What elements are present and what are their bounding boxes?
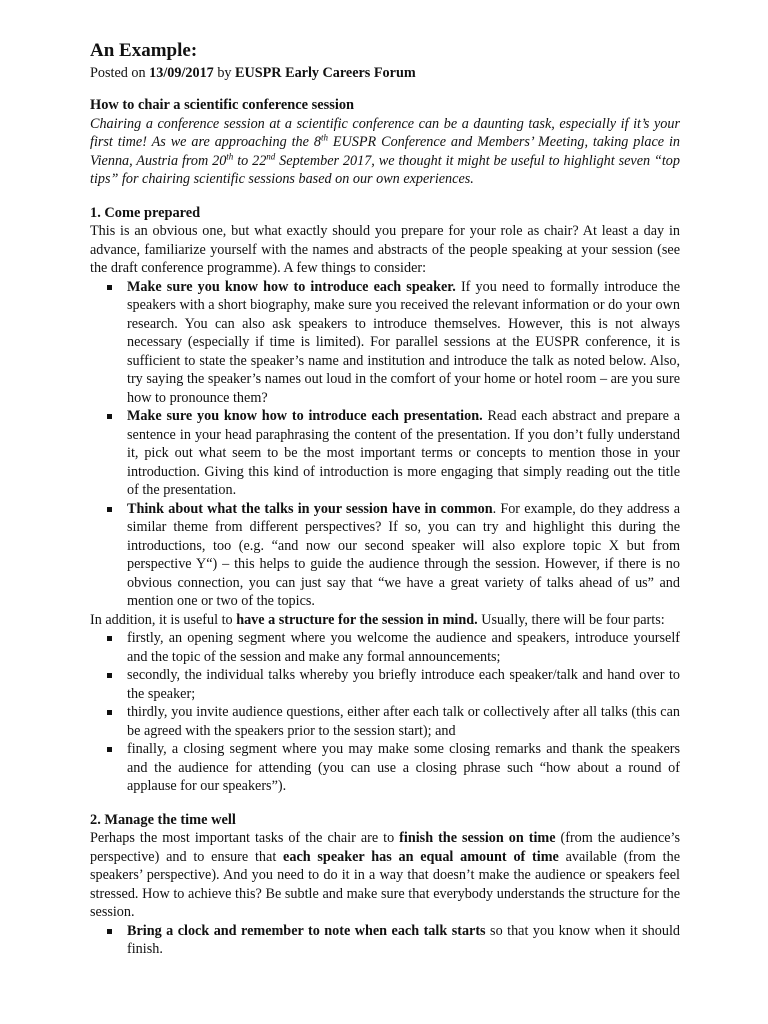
section1-bullet-list bbox=[90, 278, 680, 611]
bullet-bold: Make sure you know how to introduce each presentation. bbox=[127, 408, 483, 424]
intro-sup-1: th bbox=[320, 132, 328, 143]
section1-addition bbox=[90, 611, 680, 630]
list-item bbox=[127, 922, 680, 959]
list-item bbox=[127, 278, 680, 408]
section2-heading: 2. Manage the time well bbox=[90, 811, 236, 828]
bullet-bold: Bring a clock and remember to note when each talk starts bbox=[127, 922, 486, 939]
section1-heading: 1. Come prepared bbox=[90, 204, 201, 221]
list-item bbox=[127, 500, 680, 611]
intro-sup-3: nd bbox=[266, 150, 276, 161]
bullet-text: so that you know when it should finish. bbox=[127, 922, 680, 957]
bullet-bold: Make sure you know how to introduce each speaker. bbox=[127, 278, 456, 295]
bullet-text: . For example, do they address a similar theme from different perspectives? If so, you can try and highlight this during the introductions, too (e.g. “and now our second speaker will also explore topic X but from perspective Y“) – this helps to guide the audience through the session. However, if there is no obvious connection, you can just say that “we have a great variety of talks ahead of us” and mention one or two of the topics. bbox=[127, 500, 681, 609]
posted-line bbox=[90, 64, 680, 82]
section1-intro: This is an obvious one, but what exactly should you prepare for your role as chair? At least a day in advance, familiarize yourself with the names and abstracts of the people speaking at your session (see the draft conference programme). A few things to consider: bbox=[90, 223, 680, 276]
s2-bold-1: finish the session on time bbox=[399, 830, 556, 846]
list-item: secondly, the individual talks whereby you briefly introduce each speaker/talk and hand over to the speaker; bbox=[127, 667, 680, 702]
intro-part-3: to 22 bbox=[233, 152, 267, 169]
section2-paragraph bbox=[90, 829, 680, 922]
s2-part-3: available (from the speakers’ perspective). And you need to do it in a way that doesn’t make the audience or speakers feel stressed. How to achieve this? Be subtle and make sure that everybody understands the structure for the session. bbox=[90, 848, 680, 920]
s2-part-1: Perhaps the most important tasks of the chair are to bbox=[90, 830, 400, 846]
section2-bullet-list bbox=[90, 922, 680, 959]
bullet-text: Read each abstract and prepare a sentence in your head paraphrasing the content of the presentation. If you don’t fully understand it, pick out what seem to be the most important terms or concepts to mention those in your introduction. Giving this kind of introduction is more engaging that simply reading out the title of the presentation. bbox=[127, 408, 681, 498]
bullet-text: If you need to formally introduce the speakers with a short biography, make sure you received the relevant information or do your own research. You can also ask speakers to introduce themselves. However, this is not always necessary (especially if time is limited). For parallel sessions at the EUSPR conference, it is sufficient to state the speaker’s name and institution and introduce the talk as noted below. Also, try saying the speaker’s names out loud in the comfort of your home or hotel room – are you sure how to pronounce them? bbox=[127, 278, 680, 406]
posted-by: by bbox=[213, 65, 236, 81]
list-item: firstly, an opening segment where you welcome the audience and speakers, introduce yourself and the topic of the session and make any formal announcements; bbox=[127, 630, 680, 665]
s2-part-2: (from the audience’s perspective) and to ensure that bbox=[90, 830, 681, 865]
section-spacer bbox=[90, 796, 680, 811]
bullet-bold: Think about what the talks in your session have in common bbox=[127, 500, 493, 517]
article-heading: How to chair a scientific conference session bbox=[90, 97, 355, 113]
list-item bbox=[127, 407, 680, 500]
document-title: An Example: bbox=[90, 40, 198, 61]
list-item: finally, a closing segment where you may make some closing remarks and thank the speakers and the audience for attending (you can use a closing phrase such “how about a round of applause for our speakers”). bbox=[127, 741, 680, 794]
addition-part-2: Usually, there will be four parts: bbox=[477, 611, 665, 628]
s2-bold-2: each speaker has an equal amount of time bbox=[283, 848, 559, 865]
intro-part-1: Chairing a conference session at a scientific conference can be a daunting task, especially if it’s your first time! As we are approaching the 8 bbox=[90, 115, 680, 150]
addition-bold: have a structure for the session in mind. bbox=[236, 611, 478, 628]
article-intro bbox=[90, 115, 680, 189]
posted-prefix: Posted on bbox=[90, 65, 150, 81]
posted-date: 13/09/2017 bbox=[149, 65, 214, 81]
list-item: thirdly, you invite audience questions, either after each talk or collectively after all talks (this can be agreed with the speakers prior to the session start); and bbox=[127, 704, 680, 739]
intro-sup-2: th bbox=[226, 150, 234, 161]
posted-author: EUSPR Early Careers Forum bbox=[235, 65, 416, 81]
addition-part-1: In addition, it is useful to bbox=[90, 611, 237, 628]
section1-parts-list bbox=[90, 629, 680, 796]
intro-part-2: EUSPR Conference and Members’ Meeting, taking place in Vienna, Austria from 20 bbox=[90, 134, 680, 169]
intro-part-4: September 2017, we thought it might be useful to highlight seven “top tips” for chairing scientific sessions based on our own experiences. bbox=[90, 152, 680, 187]
